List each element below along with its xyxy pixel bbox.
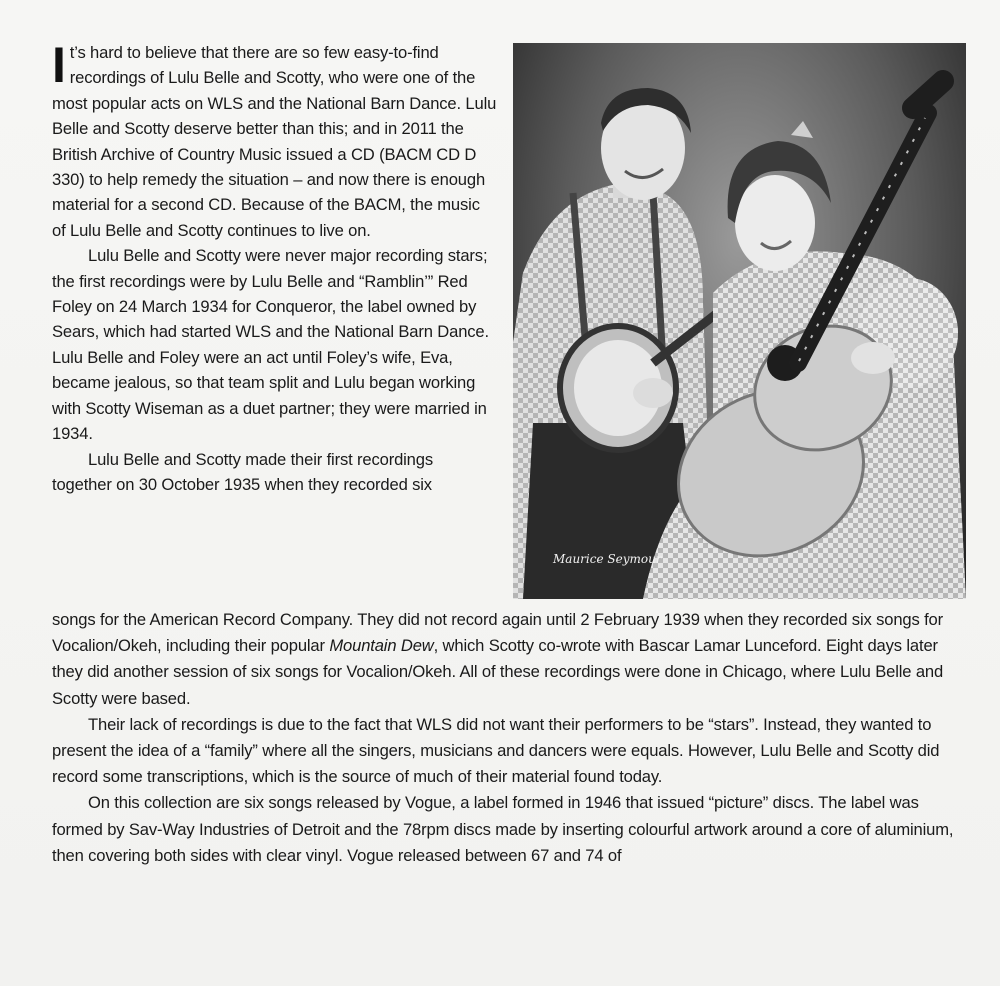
paragraph-3-text-b: , which Scotty co-wrote with Bascar Lamar Lunceford. Eight days later they did another session of six songs for Vocalion/Okeh. All of these recordings were done in Chicago, where Lulu Belle and Scotty were based. <box>52 636 944 708</box>
paragraph-1-text: t’s hard to believe that there are so few easy-to-find recordings of Lulu Belle and Scotty, who were one of the most popular acts on WLS and the National Barn Dance. Lulu Belle and Scotty deserve better than this; and in 2011 the British Archive of Country Music issued a CD (BACM CD D 330) to help remedy the situation – and now there is enough material for a second CD. Because of the BACM, the music of Lulu Belle and Scotty continues to live on. <box>52 43 497 240</box>
duo-photo <box>513 43 966 599</box>
text-column <box>52 37 497 497</box>
paragraph-4: Their lack of recordings is due to the fact that WLS did not want their performers to be “stars”. Instead, they wanted to present the idea of a “family” where all the singers, musicians and dancers were equals. However, Lulu Belle and Scotty did record some transcriptions, which is the source of much of their material found today. <box>52 714 940 787</box>
text-full-width <box>52 607 972 869</box>
paragraph-3-start: Lulu Belle and Scotty made their first recordings together on 30 October 1935 when they recorded six <box>52 449 433 494</box>
photo-illustration <box>513 43 966 599</box>
photographer-signature: Maurice Seymour <box>553 552 662 566</box>
drop-cap: I <box>52 37 66 93</box>
paragraph-3-text-a: songs for the American Record Company. They did not record again until 2 February 1939 when they recorded six songs for Vocalion/Okeh, including their popular <box>52 610 943 656</box>
paragraph-1 <box>52 37 497 243</box>
paragraph-2: Lulu Belle and Scotty were never major recording stars; the first recordings were by Lulu Belle and “Ramblin’” Red Foley on 24 March 1934 for Conqueror, the label owned by Sears, which had started WLS and the National Barn Dance. Lulu Belle and Foley were an act until Foley’s wife, Eva, became jealous, so that team split and Lulu began working with Scotty Wiseman as a duet partner; they were married in 1934. <box>52 246 489 444</box>
paragraph-3-rest <box>52 607 972 712</box>
song-title-mountain-dew: Mountain Dew <box>329 636 434 656</box>
paragraph-5: On this collection are six songs released by Vogue, a label formed in 1946 that issued “picture” discs. The label was formed by Sav-Way Industries of Detroit and the 78rpm discs made by inserting colourful artwork around a core of aluminium, then covering both sides with clear vinyl. Vogue released between 67 and 74 of <box>52 793 954 865</box>
